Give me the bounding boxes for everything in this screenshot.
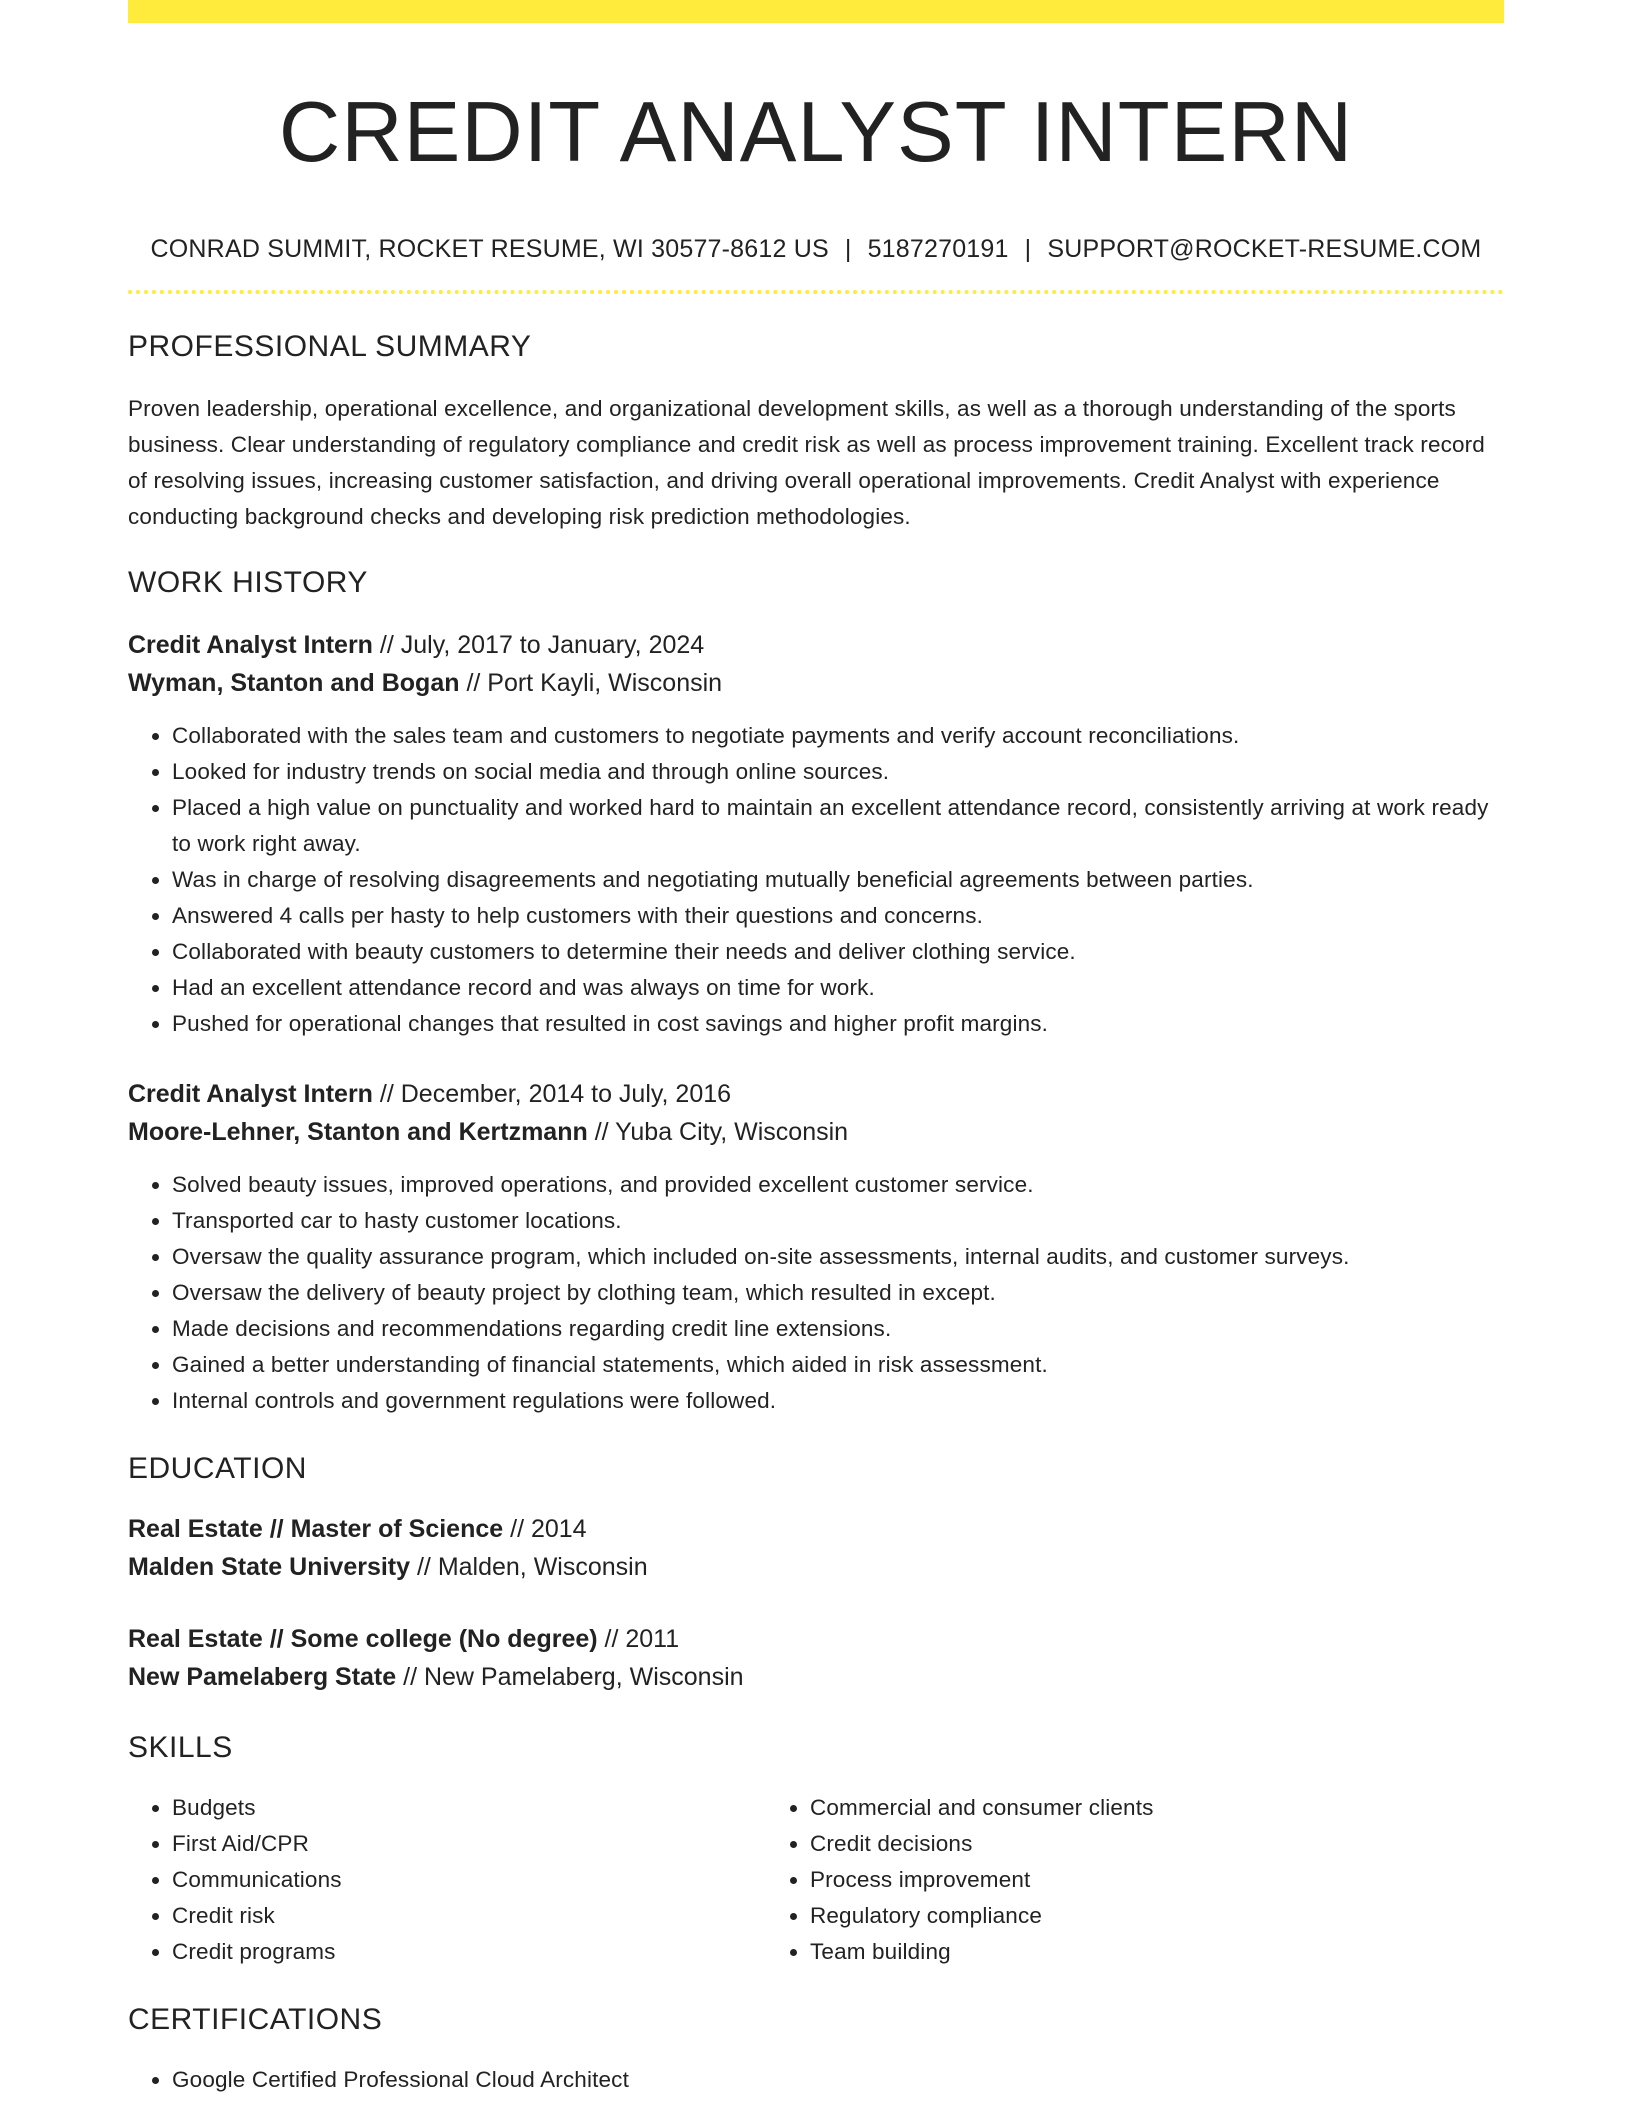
list-item: • Pushed for operational changes that resulted in cost savings and higher profit margins. [172, 1006, 1504, 1042]
list-item: • Made decisions and recommendations regarding credit line extensions. [172, 1311, 1504, 1347]
list-item: • Oversaw the delivery of beauty project by clothing team, which resulted in except. [172, 1275, 1504, 1311]
job-company-line [128, 664, 1504, 702]
school: Malden State University [128, 1553, 411, 1581]
job-title: Credit Analyst Intern [128, 631, 373, 659]
job-company-line [128, 1113, 1504, 1151]
skills-list-right [760, 1790, 1504, 1970]
section-heading-summary: PROFESSIONAL SUMMARY [128, 330, 532, 363]
education-entry [128, 1510, 1504, 1586]
degree: Real Estate // Master of Science [128, 1515, 504, 1543]
job-duties-list [128, 1167, 1504, 1419]
degree: Real Estate // Some college (No degree) [128, 1625, 598, 1653]
education-entry [128, 1620, 1504, 1696]
summary-paragraph: Proven leadership, operational excellence, and organizational development skills, as well as a thorough understanding of the sports business. Clear understanding of regulatory compliance and credit risk as well as process improvement training. Excellent track record of resolving issues, increasing customer satisfaction, and driving overall operational improvements. Credit Analyst with experience conducting background checks and developing risk prediction methodologies. [128, 396, 1485, 529]
list-item: • Oversaw the quality assurance program, which included on-site assessments, internal audits, and customer surveys. [172, 1239, 1504, 1275]
skill-item: • Regulatory compliance [810, 1898, 1504, 1934]
skill-item: • Communications [172, 1862, 760, 1898]
degree-year: // 2014 [503, 1515, 587, 1543]
section-heading-work-history: WORK HISTORY [128, 566, 368, 599]
school-location: // Malden, Wisconsin [410, 1553, 648, 1581]
job-title-line [128, 626, 1504, 664]
contact-line [128, 233, 1504, 265]
skill-item: • Team building [810, 1934, 1504, 1970]
skill-item: • Commercial and consumer clients [810, 1790, 1504, 1826]
job-title: Credit Analyst Intern [128, 1080, 373, 1108]
skills-list-left [128, 1790, 760, 1970]
job-location: // Yuba City, Wisconsin [587, 1118, 849, 1146]
contact-address: CONRAD SUMMIT, ROCKET RESUME, WI 30577-8612 US [150, 235, 829, 263]
job-duties-list [128, 718, 1504, 1042]
certifications-list [128, 2062, 1504, 2098]
job-company: Wyman, Stanton and Bogan [128, 669, 460, 697]
job-company: Moore-Lehner, Stanton and Kertzmann [128, 1118, 588, 1146]
list-item: • Answered 4 calls per hasty to help customers with their questions and concerns. [172, 898, 1504, 934]
skill-item: • First Aid/CPR [172, 1826, 760, 1862]
section-heading-education: EDUCATION [128, 1452, 307, 1485]
contact-phone: 5187270191 [867, 235, 1009, 263]
skill-item: • Credit risk [172, 1898, 760, 1934]
dotted-divider [128, 290, 1504, 294]
job-title-line [128, 1075, 1504, 1113]
school: New Pamelaberg State [128, 1663, 397, 1691]
school-location: // New Pamelaberg, Wisconsin [396, 1663, 744, 1691]
skill-item: • Credit programs [172, 1934, 760, 1970]
resume-title: CREDIT ANALYST INTERN [278, 85, 1354, 180]
job-dates: // December, 2014 to July, 2016 [372, 1080, 732, 1108]
skill-item: • Credit decisions [810, 1826, 1504, 1862]
school-line [128, 1658, 1504, 1696]
skills-grid [128, 1790, 1504, 1970]
accent-top-bar [128, 0, 1504, 23]
job-entry [128, 626, 1504, 1042]
degree-line [128, 1510, 1504, 1548]
section-heading-skills: SKILLS [128, 1731, 233, 1764]
degree-year: // 2011 [597, 1625, 680, 1653]
list-item: • Had an excellent attendance record and was always on time for work. [172, 970, 1504, 1006]
list-item: • Collaborated with the sales team and customers to negotiate payments and verify account reconciliations. [172, 718, 1504, 754]
list-item: • Placed a high value on punctuality and worked hard to maintain an excellent attendance record, consistently arriving at work ready to work right away. [172, 790, 1504, 862]
list-item: • Gained a better understanding of financial statements, which aided in risk assessment. [172, 1347, 1504, 1383]
resume-page [128, 0, 1504, 2098]
list-item: • Internal controls and government regulations were followed. [172, 1383, 1504, 1419]
contact-email: SUPPORT@ROCKET-RESUME.COM [1047, 235, 1482, 263]
contact-separator: | [844, 235, 852, 263]
list-item: • Solved beauty issues, improved operations, and provided excellent customer service. [172, 1167, 1504, 1203]
degree-line [128, 1620, 1504, 1658]
list-item: • Transported car to hasty customer locations. [172, 1203, 1504, 1239]
list-item: • Was in charge of resolving disagreements and negotiating mutually beneficial agreements between parties. [172, 862, 1504, 898]
school-line [128, 1548, 1504, 1586]
skill-item: • Budgets [172, 1790, 760, 1826]
certification-item: • Google Certified Professional Cloud Architect [172, 2062, 1504, 2098]
list-item: • Looked for industry trends on social media and through online sources. [172, 754, 1504, 790]
contact-separator: | [1024, 235, 1032, 263]
list-item: • Collaborated with beauty customers to determine their needs and deliver clothing service. [172, 934, 1504, 970]
job-dates: // July, 2017 to January, 2024 [372, 631, 705, 659]
section-heading-certifications: CERTIFICATIONS [128, 2003, 383, 2036]
job-location: // Port Kayli, Wisconsin [459, 669, 723, 697]
job-entry [128, 1075, 1504, 1419]
skill-item: • Process improvement [810, 1862, 1504, 1898]
